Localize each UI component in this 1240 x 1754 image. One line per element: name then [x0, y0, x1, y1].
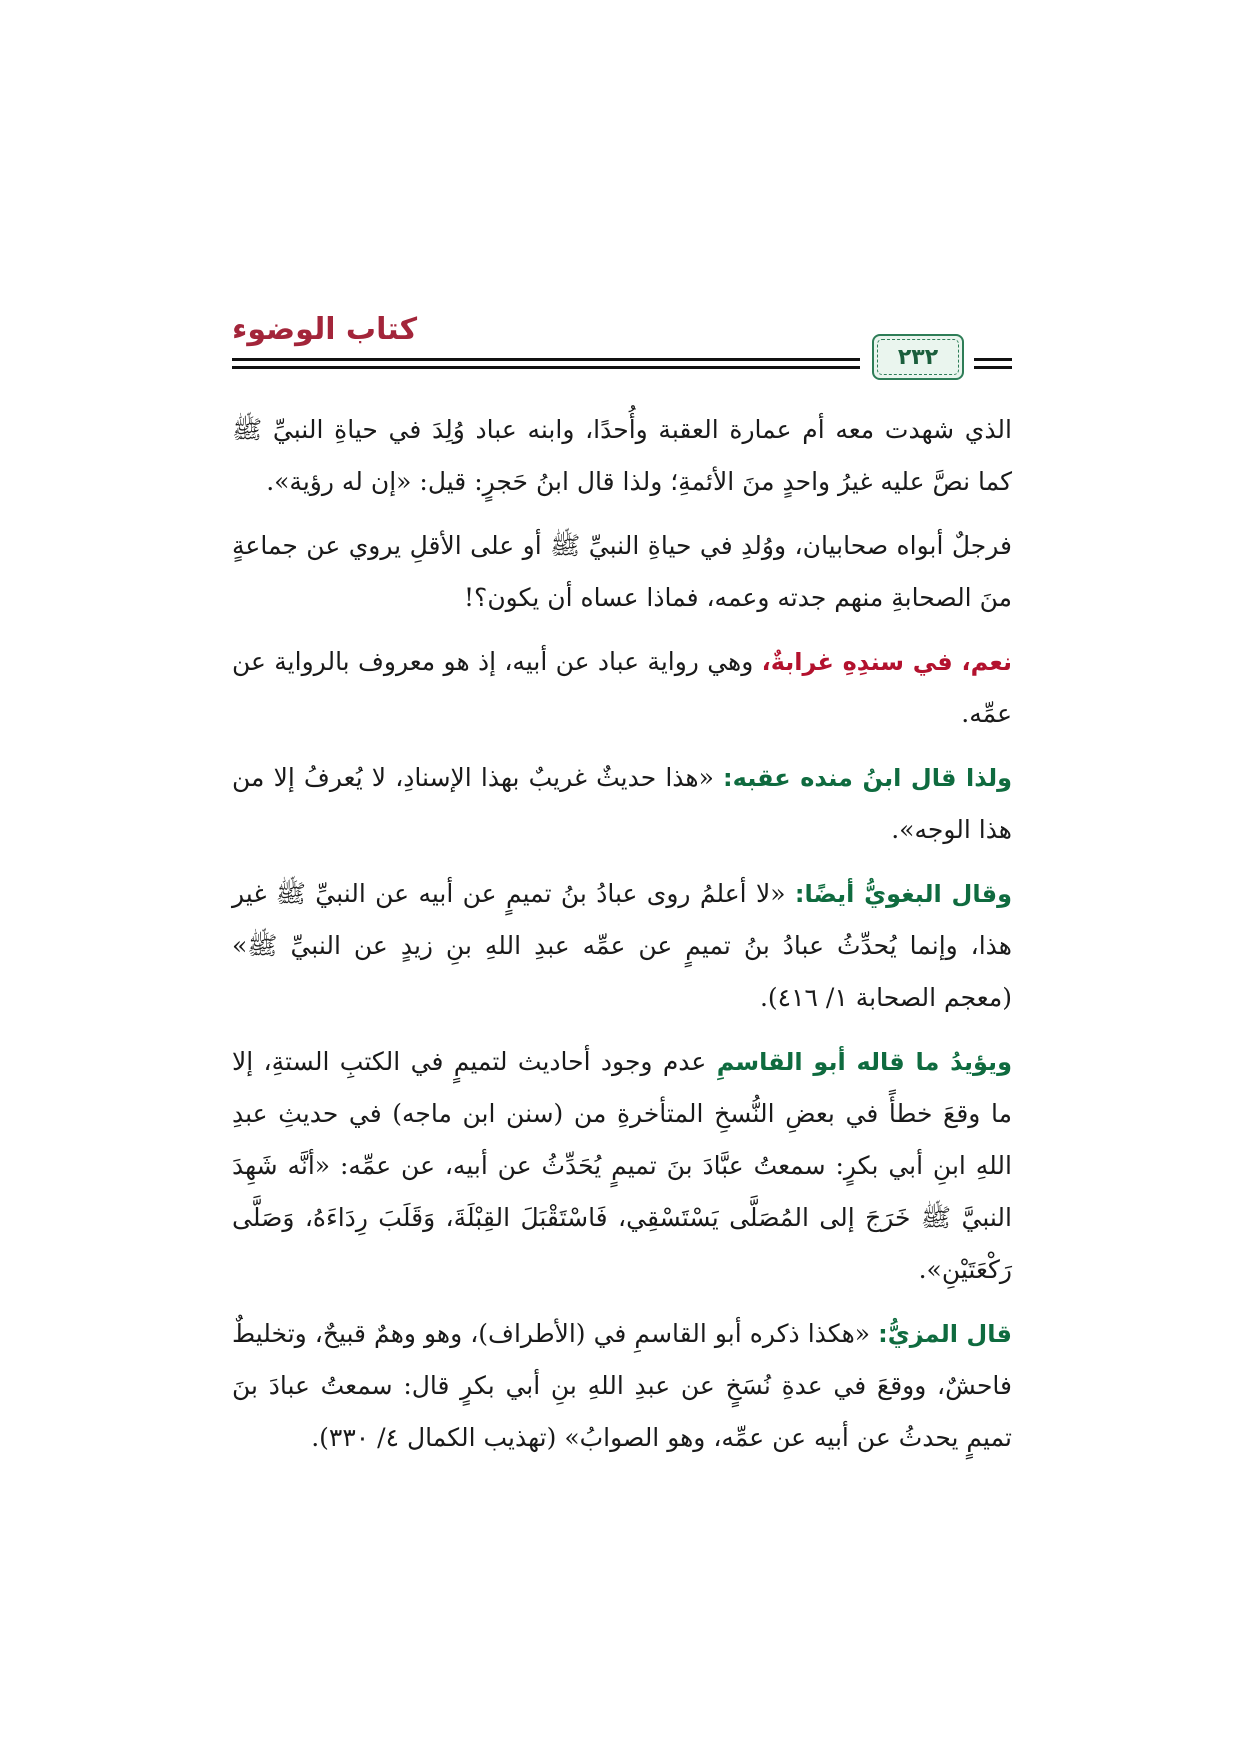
paragraph-6 — [232, 1036, 1012, 1296]
header-rule-right-bottom — [974, 366, 1012, 369]
paragraph-text: فرجلٌ أبواه صحابيان، ووُلدِ في حياةِ النبيِّ ﷺ أو على الأقلِ يروي عن جماعةٍ منَ الصحابةِ منهم جدته وعمه، فماذا عساه أن يكون؟! — [232, 531, 1012, 612]
paragraph-lead: وقال البغويُّ أيضًا: — [794, 880, 1012, 908]
paragraph-lead: قال المزيُّ: — [878, 1320, 1012, 1348]
paragraph-2 — [232, 520, 1012, 624]
header-rule-right-top — [974, 358, 1012, 361]
paragraph-3 — [232, 636, 1012, 740]
paragraph-text: «هكذا ذكره أبو القاسمِ في (الأطراف)، وهو وهمٌ قبيحٌ، وتخليطٌ فاحشٌ، ووقعَ في عدةِ نُسَخٍ عن عبدِ اللهِ بنِ أبي بكرٍ قال: سمعتُ عبادَ بنَ تميمٍ يحدثُ عن أبيه عن عمِّه، وهو الصوابُ» (تهذيب الكمال ٤/ ٣٣٠). — [232, 1319, 1012, 1452]
paragraph-text: الذي شهدت معه أم عمارة العقبة وأُحدًا، وابنه عباد وُلِدَ في حياةِ النبيِّ ﷺ كما نصَّ عليه غيرُ واحدٍ منَ الأئمةِ؛ ولذا قال ابنُ حَجرٍ: قيل: «إن له رؤية». — [232, 415, 1012, 496]
page-number-badge — [872, 334, 964, 380]
paragraph-lead: ولذا قال ابنُ منده عقبه: — [723, 764, 1012, 792]
paragraph-text: عدم وجود أحاديث لتميمٍ في الكتبِ الستةِ، إلا ما وقعَ خطأً في بعضِ النُّسخِ المتأخرةِ من (سنن ابن ماجه) في حديثِ عبدِ اللهِ ابنِ أبي بكرٍ: سمعتُ عبَّادَ بنَ تميمٍ يُحَدِّثُ عن أبيه، عن عمِّه: «أنَّه شَهِدَ النبيَّ ﷺ خَرَجَ إلى المُصَلَّى يَسْتَسْقِي، فَاسْتَقْبَلَ القِبْلَةَ، وَقَلَبَ رِدَاءَهُ، وَصَلَّى رَكْعَتَيْنِ». — [232, 1047, 1012, 1284]
book-title: كتاب الوضوء — [232, 312, 418, 347]
header-rule-top — [232, 358, 860, 361]
page-header — [232, 312, 1012, 388]
header-rule-bottom — [232, 366, 860, 369]
paragraph-1 — [232, 404, 1012, 508]
paragraph-lead: نعم، في سندِهِ غرابةٌ، — [761, 648, 1012, 676]
page-body — [232, 404, 1012, 1476]
paragraph-text: وهي رواية عباد عن أبيه، إذ هو معروف بالرواية عن عمِّه. — [232, 647, 1012, 728]
paragraph-text: «هذا حديثٌ غريبٌ بهذا الإسنادِ، لا يُعرفُ إلا من هذا الوجه». — [232, 763, 1012, 844]
paragraph-4 — [232, 752, 1012, 856]
paragraph-7 — [232, 1308, 1012, 1464]
paragraph-text: «لا أعلمُ روى عبادُ بنُ تميمٍ عن أبيه عن النبيِّ ﷺ غير هذا، وإنما يُحدِّثُ عبادُ بنُ تميمٍ عن عمِّه عبدِ اللهِ بنِ زيدٍ عن النبيِّ ﷺ» (معجم الصحابة ١/ ٤١٦). — [232, 879, 1012, 1012]
paragraph-lead: ويؤيدُ ما قاله أبو القاسمِ — [716, 1048, 1012, 1076]
paragraph-5 — [232, 868, 1012, 1024]
page-number: ٢٣٢ — [877, 339, 959, 375]
